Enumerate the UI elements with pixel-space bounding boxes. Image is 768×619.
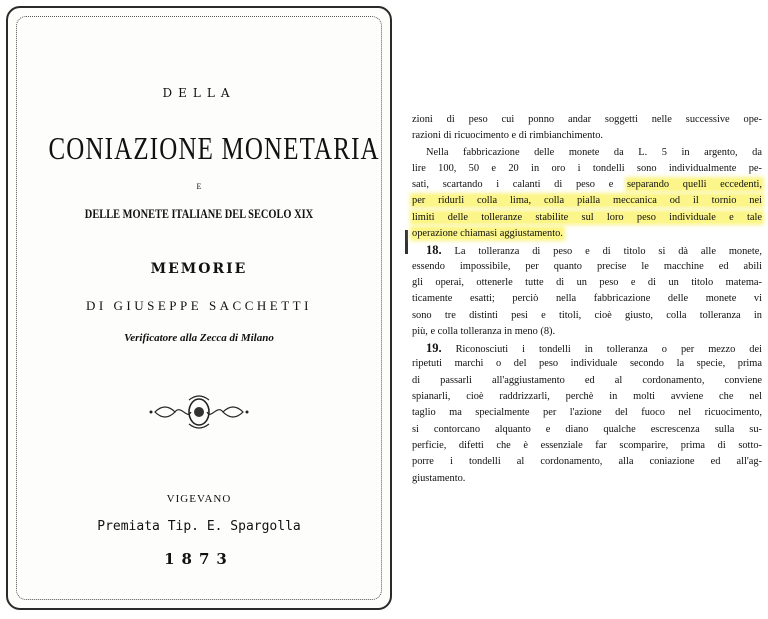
text-line <box>412 340 762 356</box>
text-line <box>412 177 762 193</box>
text-line <box>412 193 762 209</box>
text-line: sono tre distinti pesi e titoli, cioè giusto, colla tolleranza in <box>412 309 762 321</box>
highlighted-text: limiti delle tolleranze stabilite sul loro peso individuale e tale <box>412 211 762 223</box>
text-line: perficie, difetti che è essenziale far scomparire, prima di sotto- <box>412 439 762 451</box>
text-fragment: sati, scartando i calanti di peso e <box>412 179 627 191</box>
text-line <box>412 226 762 242</box>
title-page <box>6 6 392 610</box>
memorie-heading: MEMORIE <box>150 261 248 277</box>
title-della: DELLA <box>162 86 236 100</box>
text-fragment: Riconosciuti i tondelli in tolleranza o per mezzo dei <box>441 344 762 356</box>
author-role: Verificatore alla Zecca di Milano <box>124 332 274 344</box>
title-conjunction: E <box>196 182 202 191</box>
text-line: ripetuti marchi o del peso individuale secondo la specie, prima <box>412 358 762 370</box>
text-line <box>412 210 762 226</box>
text-line: di passarli all'aggiustamento ed al cordonamento, conviene <box>412 374 762 386</box>
highlighted-text: operazione chiamasi aggiustamento. <box>412 228 563 240</box>
subtitle: DELLE MONETE ITALIANE DEL SECOLO XIX <box>84 206 314 221</box>
main-title: CONIAZIONE MONETARIA <box>48 130 380 166</box>
text-line: razioni di ricuocimento e di rimbianchimento. <box>412 130 604 142</box>
text-line: più, e colla tolleranza in meno (8). <box>412 325 556 337</box>
section-number: 18. <box>426 243 442 258</box>
publication-year: 1873 <box>164 550 234 568</box>
text-line: gli operai, ottenerle tutte di un peso e di un titolo matema- <box>412 276 762 288</box>
text-line: zioni di peso cui ponno andar soggetti nelle successive ope- <box>412 114 762 125</box>
text-line: ticamente esatti; perciò nella fabbricazione delle monete vi <box>412 293 762 305</box>
text-line: taglio ma specialmente per l'azione del fuoco nel ricuocimento, <box>412 407 762 419</box>
printer: Premiata Tip. E. Spargolla <box>97 519 301 534</box>
text-line: lire 100, 50 e 20 in oro i tondelli sono individualmente pe- <box>412 162 762 174</box>
floral-ornament-icon <box>149 394 249 430</box>
text-page <box>412 112 762 487</box>
text-line: si contorcano alquanto e diano qualche escrescenza sulla su- <box>412 423 762 435</box>
section-number: 19. <box>426 341 442 356</box>
highlighted-text: separando quelli eccedenti, <box>627 179 762 191</box>
text-line: giustamento. <box>412 472 466 484</box>
text-line: essendo impossibile, per quanto precise le macchine ed abili <box>412 260 762 272</box>
text-line: Nella fabbricazione delle monete da L. 5 in argento, da <box>426 146 762 158</box>
text-line <box>412 242 762 258</box>
publication-city: VIGEVANO <box>166 493 232 505</box>
page-edge-mark <box>404 230 410 254</box>
text-line: spianarli, cioè raddrizzarli, perchè in molti avviene che nel <box>412 391 762 403</box>
text-fragment: La tolleranza di peso e di titolo si dà alle monete, <box>441 246 762 258</box>
author: DI GIUSEPPE SACCHETTI <box>86 298 312 313</box>
text-line: porre i tondelli al cordonamento, alla coniazione ed all'ag- <box>412 456 762 468</box>
highlighted-text: per ridurli colla lima, colla pialla meccanica od il tornio nei <box>412 195 762 207</box>
